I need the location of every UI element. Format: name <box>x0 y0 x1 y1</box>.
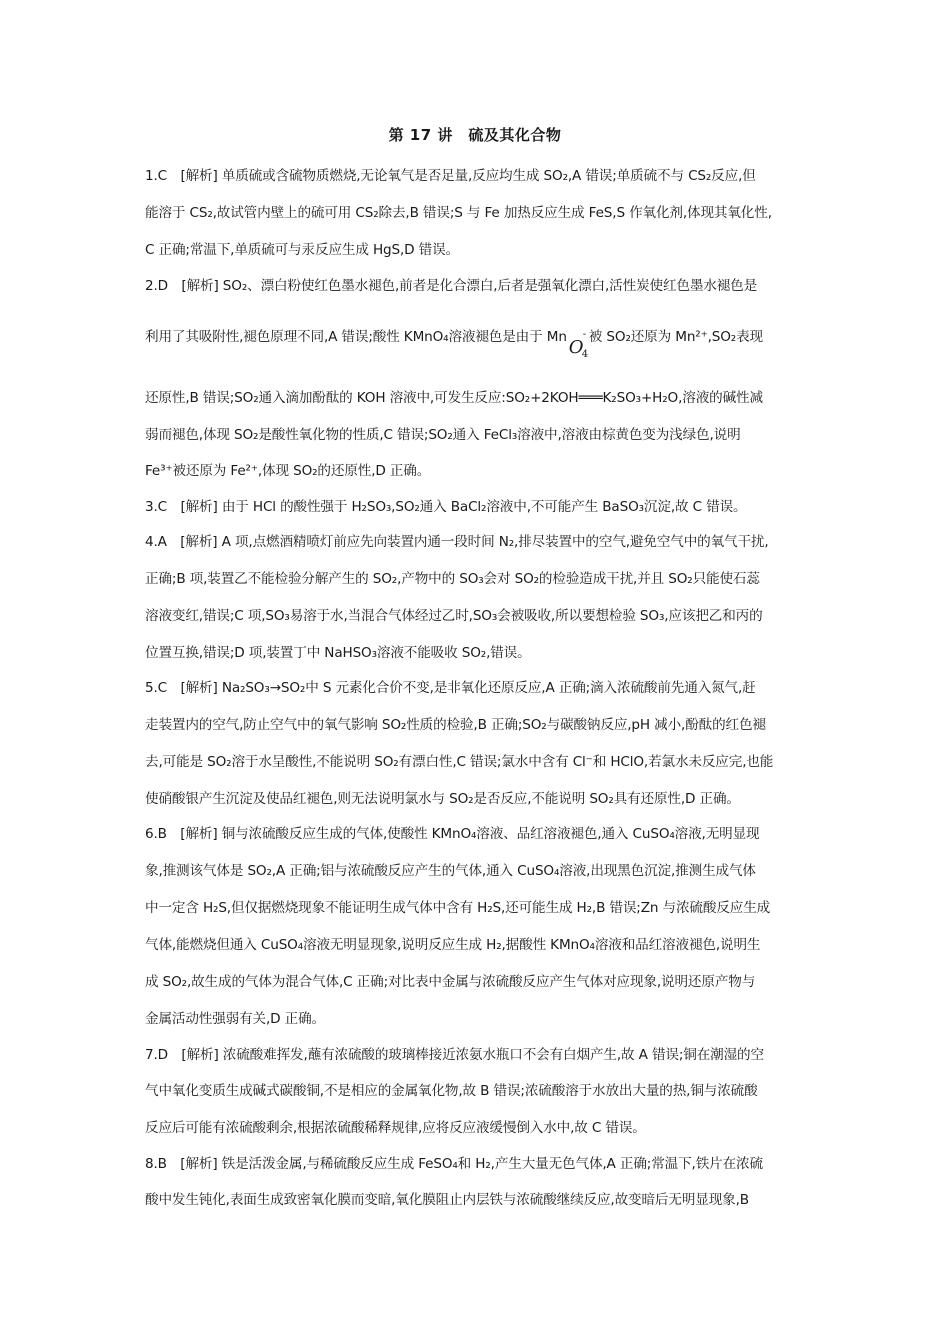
answer-line: 气中氧化变质生成碱式碳酸铜,不是相应的金属氧化物,故 B 错误;浓硫酸溶于水放出大量的热,铜与浓硫酸 <box>145 1083 758 1099</box>
answer-line: 正确;B 项,装置乙不能检验分解产生的 SO₂,产物中的 SO₃会对 SO₂的检验造成干扰,并且 SO₂只能使石蕊 <box>145 571 760 587</box>
answer-line: 气体,能燃烧但通入 CuSO₄溶液无明显现象,说明反应生成 H₂,据酸性 KMnO₄溶液和品红溶液褪色,说明生 <box>145 937 761 953</box>
answer-line-part: 被 SO₂还原为 Mn²⁺,SO₂表现 <box>588 329 763 345</box>
formula-superscript: - <box>582 329 587 340</box>
answer-line: 溶液变红,错误;C 项,SO₃易溶于水,当混合气体经过乙时,SO₃会被吸收,所以要想检验 SO₃,应该把乙和丙的 <box>145 608 763 624</box>
answer-line: Fe³⁺被还原为 Fe²⁺,体现 SO₂的还原性,D 正确。 <box>145 463 431 479</box>
answer-line-part: 利用了其吸附性,褪色原理不同,A 错误;酸性 KMnO₄溶液褪色是由于 Mn <box>145 329 567 345</box>
answer-line: 8.B [解析] 铁是活泼金属,与稀硫酸反应生成 FeSO₄和 H₂,产生大量无色气体,A 正确;常温下,铁片在浓硫 <box>145 1156 763 1172</box>
answer-line: 7.D [解析] 浓硫酸难挥发,蘸有浓硫酸的玻璃棒接近浓氨水瓶口不会有白烟产生,故 A 错误;铜在潮湿的空 <box>145 1047 764 1063</box>
permanganate-formula <box>567 329 589 360</box>
answer-line: 5.C [解析] Na₂SO₃→SO₂中 S 元素化合价不变,是非氧化还原反应,A 正确;滴入浓硫酸前先通入氮气,赶 <box>145 680 756 696</box>
answer-line: 使硝酸银产生沉淀及使品红褪色,则无法说明氯水与 SO₂是否反应,不能说明 SO₂具有还原性,D 正确。 <box>145 791 740 807</box>
answer-line: 弱而褪色,体现 SO₂是酸性氧化物的性质,C 错误;SO₂通入 FeCl₃溶液中,溶液由棕黄色变为浅绿色,说明 <box>145 427 741 443</box>
formula-subscript: 4 <box>581 349 589 360</box>
answer-line: 3.C [解析] 由于 HCl 的酸性强于 H₂SO₃,SO₂通入 BaCl₂溶液中,不可能产生 BaSO₃沉淀,故 C 错误。 <box>145 499 747 515</box>
answer-line: 4.A [解析] A 项,点燃酒精喷灯前应先向装置内通一段时间 N₂,排尽装置中的空气,避免空气中的氧气干扰, <box>145 534 769 550</box>
answer-line: 还原性,B 错误;SO₂通入滴加酚酞的 KOH 溶液中,可发生反应:SO₂+2KOH═══K₂SO₃+H₂O,溶液的碱性减 <box>145 390 763 406</box>
answer-line: 1.C [解析] 单质硫或含硫物质燃烧,无论氧气是否足量,反应均生成 SO₂,A 错误;单质硫不与 CS₂反应,但 <box>145 168 756 184</box>
answer-line: 去,可能是 SO₂溶于水呈酸性,不能说明 SO₂有漂白性,C 错误;氯水中含有 Cl⁻和 HClO,若氯水未反应完,也能 <box>145 754 774 770</box>
answer-line-with-formula <box>145 325 815 360</box>
answer-line: 位置互换,错误;D 项,装置丁中 NaHSO₃溶液不能吸收 SO₂,错误。 <box>145 645 531 661</box>
answer-line: 酸中发生钝化,表面生成致密氧化膜而变暗,氧化膜阻止内层铁与浓硫酸继续反应,故变暗后无明显现象,B <box>145 1192 749 1208</box>
answer-line: 金属活动性强弱有关,D 正确。 <box>145 1011 325 1027</box>
answer-line: 2.D [解析] SO₂、漂白粉使红色墨水褪色,前者是化合漂白,后者是强氧化漂白,活性炭使红色墨水褪色是 <box>145 278 758 294</box>
answer-line: 中一定含 H₂S,但仅据燃烧现象不能证明生成气体中含有 H₂S,还可能生成 H₂,B 错误;Zn 与浓硫酸反应生成 <box>145 900 771 916</box>
answer-line: 能溶于 CS₂,故试管内壁上的硫可用 CS₂除去,B 错误;S 与 Fe 加热反应生成 FeS,S 作氧化剂,体现其氧化性, <box>145 205 772 221</box>
answer-line: 反应后可能有浓硫酸剩余,根据浓硫酸稀释规律,应将反应液缓慢倒入水中,故 C 错误。 <box>145 1120 646 1136</box>
answer-line: 象,推测该气体是 SO₂,A 正确;铝与浓硫酸反应产生的气体,通入 CuSO₄溶液,出现黑色沉淀,推测生成气体 <box>145 863 756 879</box>
formula-base: O <box>568 337 584 358</box>
answer-line: C 正确;常温下,单质硫可与汞反应生成 HgS,D 错误。 <box>145 242 459 258</box>
answer-line: 走装置内的空气,防止空气中的氧气影响 SO₂性质的检验,B 正确;SO₂与碳酸钠反应,pH 减小,酚酞的红色褪 <box>145 717 766 733</box>
answer-line: 6.B [解析] 铜与浓硫酸反应生成的气体,使酸性 KMnO₄溶液、品红溶液褪色,通入 CuSO₄溶液,无明显现 <box>145 826 760 842</box>
page-title: 第 17 讲 硫及其化合物 <box>388 126 562 144</box>
answer-line: 成 SO₂,故生成的气体为混合气体,C 正确;对比表中金属与浓硫酸反应产生气体对应现象,说明还原产物与 <box>145 974 756 990</box>
